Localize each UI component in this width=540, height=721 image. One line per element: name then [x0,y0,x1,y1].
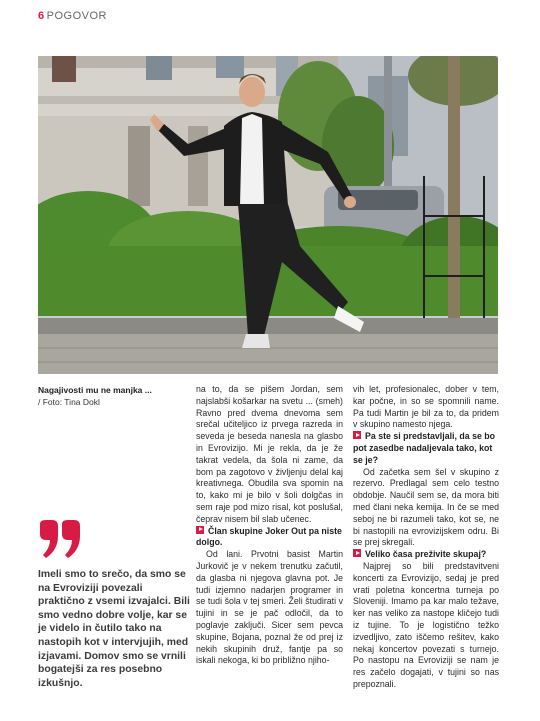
interview-question [353,431,499,466]
interview-question [196,526,343,550]
question-text: Član skupine Joker Out pa niste dolgo. [196,525,342,548]
article-paragraph: Najprej so bili predstavitveni koncerti za Evrovizijo, sedaj je pred vrati poletna koncertna turneja po Sloveniji. Imamo pa kar malo težave, ker nas veliko za nastope kličejo tudi iz tujine. To je logistično težko izvedljivo, zato iščemo rešitev, kako nekaj koncertov povezati s turnejo. Po nastopu na Evroviziji se nam je res začelo dogajati, v tujini so nas prepoznali. [353,560,499,689]
question-text: Pa ste si predstavljali, da se bo pot zasedbe nadaljevala tako, kot se je? [353,431,496,465]
section-label: POGOVOR [46,10,107,22]
article-column-2 [353,384,499,691]
photo-illustration [38,56,498,374]
play-arrow-icon [353,431,361,439]
article-paragraph: vih let, profesionalec, dober v tem, kar počne, in so se spomnili name. Pa tudi Martin je bil za to, da pridem v skupino namesto njega. [353,384,499,430]
play-arrow-icon [353,549,361,557]
article-paragraph: na to, da se pišem Jordan, sem najslabši košarkar na svetu ... (smeh) Ravno pred dvema dnevoma sem srečal učiteljico iz prvega razreda in seveda je beseda nanesla na glasbo in Evrovizijo. Mi je rekla, da je že takrat vedela, da šola ni zame, da bom pa zagotovo v življenju delal kaj kreativnega. Obudila sva spomin na to, kako mi je bilo v šoli dolgčas in sem raje pod mizo risal, kot poslušal, čeprav nisem bil slab učenec. [196,384,343,524]
pull-quote: Imeli smo to srečo, da smo se na Evroviziji povezali praktično z vsemi izvajalci. Bili smo vedno dobre volje, kar se je videlo in čutilo tako na nastopih kot v intervjujih, med izjavami. Domov smo se vrnili bogatejši za res posebno izkušnjo. [38,569,190,689]
article-paragraph: Od lani. Prvotni basist Martin Jurkovič je v nekem trenutku začutil, da glasba ni njegova glavna pot. Je tudi izjemno nadarjen programer in se tudi šola v tej smeri. Želi študirati v tujini in se je pač odločil, da to poglavje zaključi. Sicer sem pevca skupine, Bojana, poznal že od prej iz nekih skupinih druž, fantje pa so iskali nekoga, ki bo približno njiho- [196,549,343,666]
page-number: 6 [38,10,45,22]
photo-caption [38,384,188,408]
interview-question [353,549,499,561]
quote-mark-icon [38,520,82,560]
play-arrow-icon [196,526,204,534]
article-paragraph: Od začetka sem šel v skupino z rezervo. Predlagal sem celo testno obdobje. Naučil sem se, da mora biti med člani neka kemija. In če se med seboj ne bi razumeli tako, kot se, ne bi nastopili na evrovizijskem odru. Bi se prej skregali. [353,466,499,548]
caption-text: Nagajivosti mu ne manjka ... [38,385,152,395]
article-column-1 [196,384,343,667]
photo-credit: / Foto: Tina Dokl [38,397,100,407]
article-photo [38,56,498,374]
page-header [38,10,107,22]
question-text: Veliko časa preživite skupaj? [365,549,487,560]
